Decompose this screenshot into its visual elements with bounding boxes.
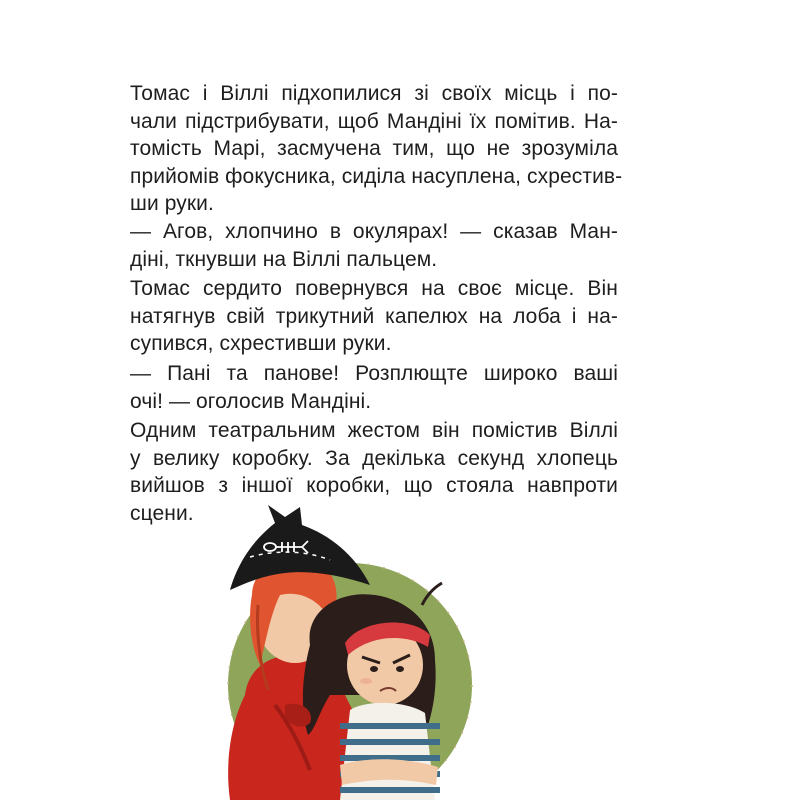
text-line: прийомів фокусника, сиділа насуплена, схрестив- <box>130 164 623 188</box>
paragraph <box>130 275 618 358</box>
text-line: очі! — оголосив Мандіні. <box>130 389 372 413</box>
text-line: ши руки. <box>130 192 214 216</box>
left-eye <box>370 666 378 672</box>
text-line: — Агов, хлопчино в окулярах! — сказав Ман- <box>130 219 618 243</box>
paragraph <box>130 360 618 415</box>
text-line: Одним театральним жестом він помістив Віллі <box>130 419 618 443</box>
cheek <box>360 678 372 684</box>
text-line: вийшов з іншої коробки, що стояла навпроти <box>130 474 618 498</box>
text-line: сцени. <box>130 501 194 525</box>
story-text <box>130 80 623 528</box>
illustration-svg <box>190 495 500 800</box>
text-line: супився, схрестивши руки. <box>130 332 392 356</box>
text-line: томість Марі, засмучена тим, що не зрозуміла <box>130 137 618 161</box>
text-line: Томас сердито повернувся на своє місце. Він <box>130 277 618 301</box>
striped-shirt <box>340 703 435 800</box>
text-line: діні, ткнувши на Віллі пальцем. <box>130 247 438 271</box>
character-illustration <box>190 495 500 800</box>
text-line: у велику коробку. За декілька секунд хлопець <box>130 446 618 470</box>
text-line: Томас і Віллі підхопилися зі своїх місць і по- <box>130 82 618 105</box>
paragraph <box>130 80 623 218</box>
text-line: чали підстрибувати, щоб Мандіні їх помітив. На- <box>130 109 618 133</box>
text-line: — Пані та панове! Розплющте широко ваші <box>130 361 618 385</box>
text-line: натягнув свій трикутний капелюх на лоба і на- <box>130 304 618 328</box>
right-eye <box>396 666 404 672</box>
paragraph <box>130 218 618 273</box>
